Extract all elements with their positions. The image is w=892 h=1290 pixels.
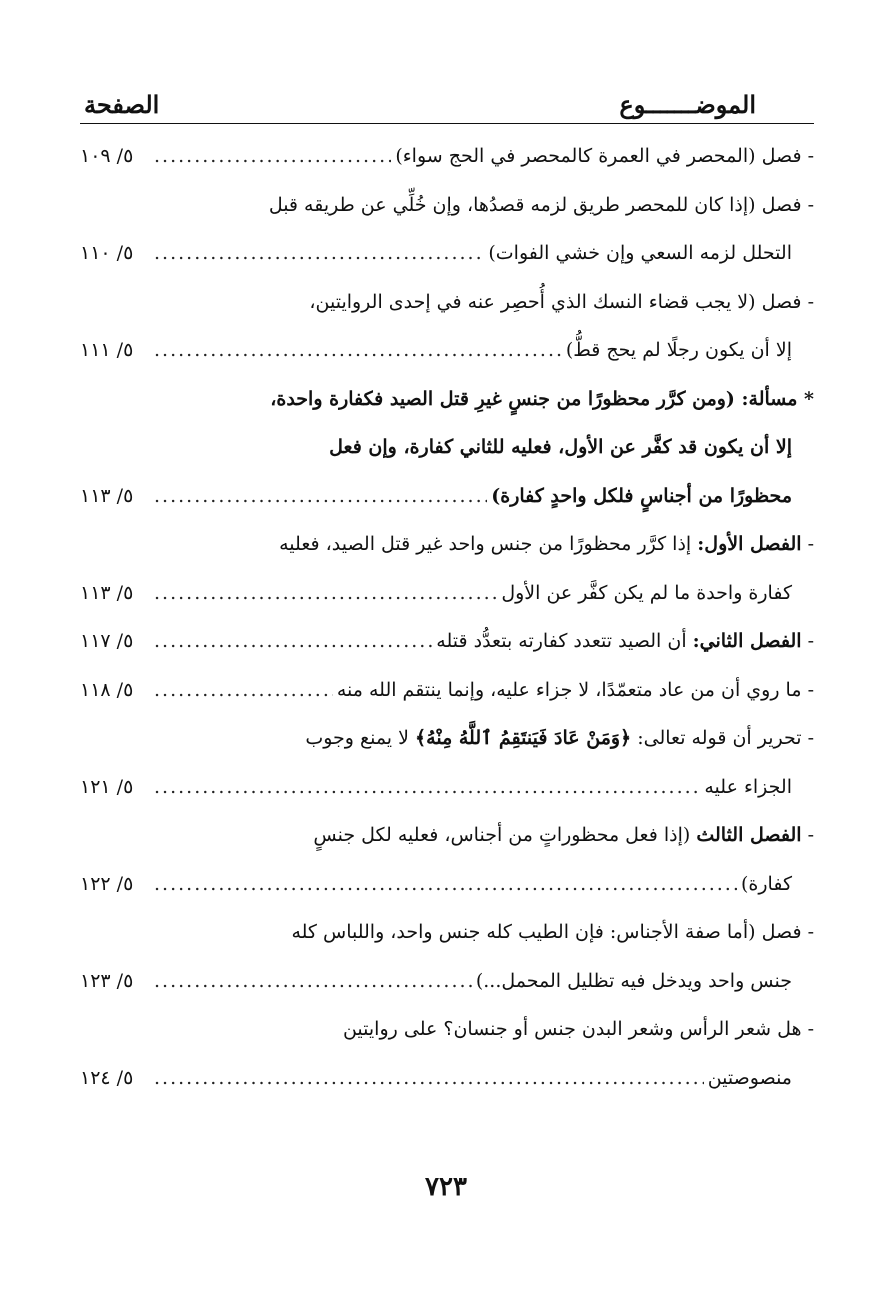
entry-page-ref: ٥/ ١١٠ xyxy=(80,242,134,265)
index-entry xyxy=(80,132,814,181)
leader-dots xyxy=(154,1067,704,1089)
entry-text: إذا كرَّر محظورًا من جنس واحد غير قتل الصيد، فعليه xyxy=(279,533,698,556)
entry-text: محظورًا من أجناسٍ فلكل واحدٍ كفارة) xyxy=(491,484,792,507)
page-number: ٧٢٣ xyxy=(425,1172,467,1202)
entry-text: تحرير أن قوله تعالى: xyxy=(631,727,802,750)
index-entry-continuation xyxy=(80,472,814,521)
leader-dots xyxy=(154,630,432,652)
entry-text: هل شعر الرأس وشعر البدن جنس أو جنسان؟ على روايتين xyxy=(342,1018,802,1041)
index-entry-continuation xyxy=(80,1054,814,1103)
leader-dots xyxy=(154,582,497,604)
entry-label: الفصل الثاني: xyxy=(692,630,802,653)
leader-dots xyxy=(154,339,562,361)
entry-text: كفارة واحدة ما لم يكن كفَّر عن الأول xyxy=(501,581,792,604)
quran-verse: ﴿وَمَنْ عَادَ فَيَنتَقِمُ ٱللَّهُ مِنْهُ﴾ xyxy=(415,727,632,750)
entry-page-ref: ٥/ ١١١ xyxy=(80,339,134,362)
index-entries xyxy=(80,132,814,1102)
entry-text: فصل (إذا كان للمحصر طريق لزمه قصدُها، وإن خُلِّي عن طريقه قبل xyxy=(268,193,802,216)
index-entry xyxy=(80,520,814,569)
entry-page-ref: ٥/ ١٢٤ xyxy=(80,1066,134,1089)
entry-dash: - xyxy=(801,533,814,556)
entry-text: ما روي أن من عاد متعمّدًا، لا جزاء عليه، وإنما ينتقم الله منه xyxy=(336,678,802,701)
entry-page-ref: ٥/ ١٢١ xyxy=(80,775,134,798)
leader-dots xyxy=(154,776,700,798)
leader-dots xyxy=(154,873,737,895)
index-entry xyxy=(80,278,814,327)
entry-text: إلا أن يكون قد كفَّر عن الأول، فعليه للثاني كفارة، وإن فعل xyxy=(329,436,792,459)
entry-page-ref: ٥/ ١١٣ xyxy=(80,581,134,604)
entry-text: إلا أن يكون رجلًا لم يحج قطُّ) xyxy=(565,339,792,362)
entry-dash: - xyxy=(801,824,814,847)
entry-dash: - xyxy=(801,678,814,701)
entry-page-ref: ٥/ ١١٨ xyxy=(80,678,134,701)
index-page xyxy=(80,78,814,1228)
entry-dash: - xyxy=(801,145,814,168)
leader-dots xyxy=(154,679,333,701)
entry-label: الفصل الثالث xyxy=(696,824,802,847)
entry-text: فصل (لا يجب قضاء النسك الذي أُحصِر عنه في إحدى الروايتين، xyxy=(309,290,802,313)
entry-dash: - xyxy=(801,630,814,653)
leader-dots xyxy=(154,242,484,264)
leader-dots xyxy=(154,485,487,507)
index-entry-continuation xyxy=(80,229,814,278)
entry-text: فصل (أما صفة الأجناس: فإن الطيب كله جنس واحد، واللباس كله xyxy=(291,921,802,944)
entry-text: كفارة) xyxy=(741,872,792,895)
entry-dash: - xyxy=(801,727,814,750)
entry-page-ref: ٥/ ١١٣ xyxy=(80,484,134,507)
leader-dots xyxy=(154,145,391,167)
entry-text: الجزاء عليه xyxy=(704,775,792,798)
index-entry xyxy=(80,714,814,763)
index-entry xyxy=(80,1005,814,1054)
entry-text: فصل (المحصر في العمرة كالمحصر في الحج سواء) xyxy=(395,145,802,168)
index-entry-continuation xyxy=(80,423,814,472)
entry-text: لا يمنع وجوب xyxy=(305,727,416,750)
index-entry-continuation xyxy=(80,860,814,909)
index-entry-continuation xyxy=(80,763,814,812)
entry-text: جنس واحد ويدخل فيه تظليل المحمل...) xyxy=(475,969,792,992)
entry-page-ref: ٥/ ١٠٩ xyxy=(80,145,134,168)
index-entry-continuation xyxy=(80,326,814,375)
index-entry xyxy=(80,811,814,860)
entry-page-ref: ٥/ ١٢٢ xyxy=(80,872,134,895)
index-entry-continuation xyxy=(80,569,814,618)
leader-dots xyxy=(154,970,472,992)
entry-text: مسألة: (ومن كرَّر محظورًا من جنسٍ غيرِ قتل الصيد فكفارة واحدة، xyxy=(270,387,798,410)
table-header xyxy=(80,78,814,124)
entry-dash: - xyxy=(801,193,814,216)
entry-text: منصوصتين xyxy=(707,1066,792,1089)
index-entry xyxy=(80,375,814,424)
index-entry xyxy=(80,666,814,715)
index-entry xyxy=(80,181,814,230)
index-entry xyxy=(80,617,814,666)
index-entry-continuation xyxy=(80,957,814,1006)
entry-dash: - xyxy=(801,290,814,313)
entry-text: التحلل لزمه السعي وإن خشي الفوات) xyxy=(488,242,792,265)
entry-star: * xyxy=(797,387,814,410)
entry-dash: - xyxy=(801,1018,814,1041)
entry-page-ref: ٥/ ١٢٣ xyxy=(80,969,134,992)
topic-column-heading: الموضـــــــوع xyxy=(619,90,756,119)
entry-dash: - xyxy=(801,921,814,944)
page-column-heading: الصفحة xyxy=(84,90,160,119)
entry-label: الفصل الأول: xyxy=(697,533,802,556)
index-entry xyxy=(80,908,814,957)
entry-text: (إذا فعل محظوراتٍ من أجناس، فعليه لكل جنسٍ xyxy=(313,824,697,847)
entry-page-ref: ٥/ ١١٧ xyxy=(80,630,134,653)
entry-text: أن الصيد تتعدد كفارته بتعدُّد قتله xyxy=(436,630,693,653)
